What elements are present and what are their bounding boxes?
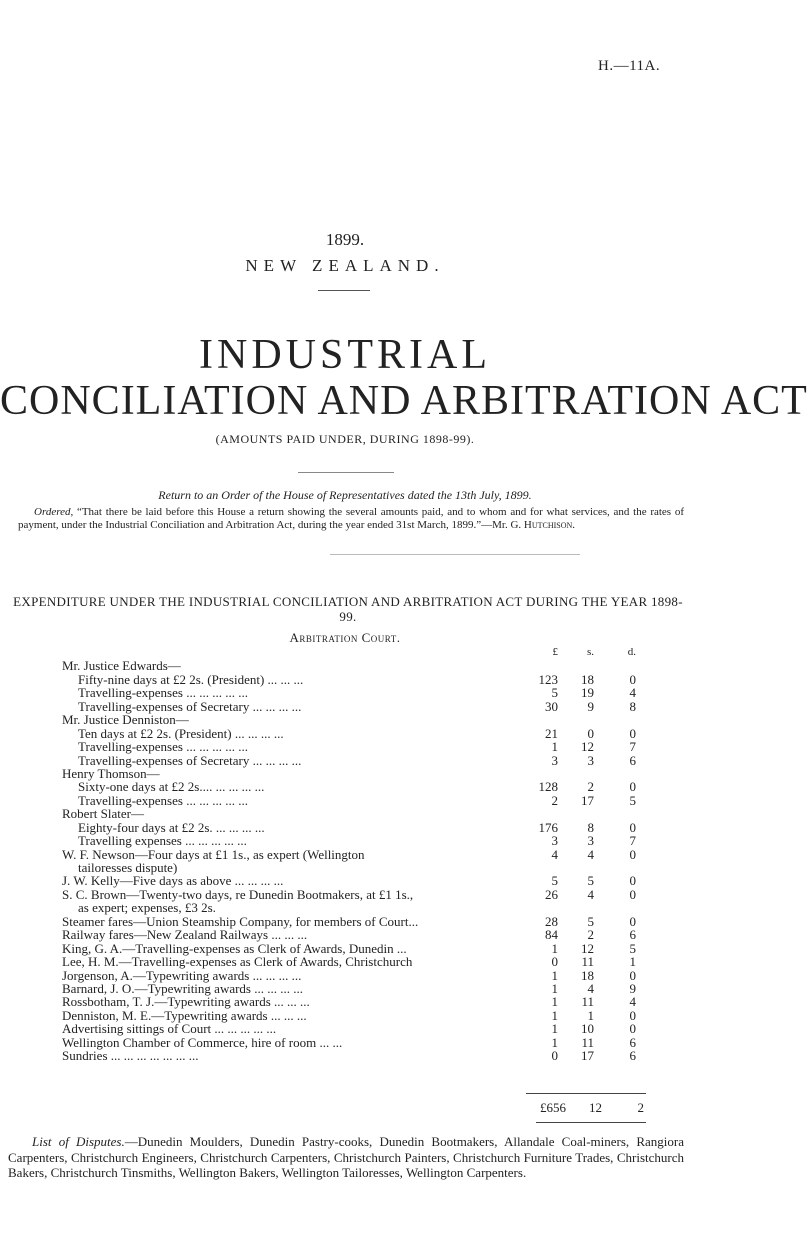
table-row <box>62 794 648 807</box>
pence-header: d. <box>627 646 636 658</box>
total-pence: 2 <box>637 1100 644 1115</box>
row-label: Denniston, M. E.—Typewriting awards ... ... ... <box>62 1007 307 1023</box>
row-label: Travelling-expenses of Secretary ... ... ... ... <box>78 752 302 768</box>
row-label: W. F. Newson—Four days at £1 1s., as expert (Wellington <box>62 846 365 862</box>
expenditure-table <box>62 646 648 1063</box>
amount-shillings: 17 <box>581 1048 594 1064</box>
table-row <box>62 848 648 861</box>
return-note: Return to an Order of the House of Representatives dated the 13th July, 1899. <box>158 488 532 502</box>
divider <box>298 472 394 473</box>
amount-pence: 6 <box>629 752 636 768</box>
row-label: Railway fares—New Zealand Railways ... ... ... <box>62 927 308 943</box>
row-label: tailoresses dispute) <box>78 860 178 875</box>
amount-pounds: 26 <box>545 886 558 902</box>
document-reference: H.—11A. <box>598 58 661 74</box>
amount-shillings: 8 <box>587 819 594 835</box>
amount-shillings: 5 <box>587 913 594 929</box>
amount-shillings: 4 <box>587 980 594 996</box>
table-row <box>62 780 648 793</box>
amount-pounds: 3 <box>551 833 558 849</box>
amount-pence: 4 <box>629 685 636 701</box>
order-lead: Ordered, <box>34 506 74 518</box>
row-label: as expert; expenses, £3 2s. <box>78 900 216 916</box>
order-paragraph <box>18 506 684 532</box>
amount-pence: 0 <box>629 886 636 902</box>
country-heading: NEW ZEALAND. <box>245 256 445 275</box>
amount-shillings: 18 <box>581 671 594 687</box>
amount-shillings: 10 <box>581 1021 594 1037</box>
amount-pence: 1 <box>629 954 636 970</box>
document-subtitle: (AMOUNTS PAID UNDER, DURING 1898-99). <box>215 432 475 446</box>
amount-pounds: 0 <box>551 1048 558 1064</box>
amount-pence: 0 <box>629 913 636 929</box>
amount-pounds: 3 <box>551 752 558 768</box>
disputes-paragraph <box>8 1134 684 1181</box>
table-row <box>62 754 648 767</box>
amount-shillings: 3 <box>587 833 594 849</box>
amount-pence: 4 <box>629 994 636 1010</box>
order-mover: Hutchison. <box>523 519 576 531</box>
amount-pence: 0 <box>629 1007 636 1023</box>
document-year: 1899. <box>325 230 365 249</box>
amount-shillings: 11 <box>581 994 594 1010</box>
row-label: Wellington Chamber of Commerce, hire of room ... ... <box>62 1034 343 1050</box>
amount-shillings: 19 <box>581 685 594 701</box>
amount-pounds: 84 <box>545 927 558 943</box>
amount-pounds: 0 <box>551 954 558 970</box>
amount-shillings: 18 <box>581 967 594 983</box>
amount-pence: 5 <box>629 792 636 808</box>
amount-pounds: 1 <box>551 1021 558 1037</box>
column-header-row <box>62 646 648 659</box>
table-row <box>62 1022 648 1035</box>
table-row <box>62 686 648 699</box>
amount-shillings: 1 <box>587 1007 594 1023</box>
amount-pounds: 1 <box>551 994 558 1010</box>
row-label: Travelling-expenses ... ... ... ... ... <box>78 685 248 701</box>
amount-pounds: 4 <box>551 846 558 862</box>
table-row <box>62 888 648 901</box>
row-label: S. C. Brown—Twenty-two days, re Dunedin Bootmakers, at £1 1s., <box>62 886 414 902</box>
amount-pounds: 2 <box>551 792 558 808</box>
table-row <box>62 874 648 887</box>
table-row <box>62 834 648 847</box>
total-double-rule <box>536 1122 646 1123</box>
amount-shillings: 17 <box>581 792 594 808</box>
amount-shillings: 0 <box>587 725 594 741</box>
row-label: Robert Slater— <box>62 806 144 822</box>
amount-pence: 0 <box>629 671 636 687</box>
amount-shillings: 2 <box>587 927 594 943</box>
row-label: Rossbotham, T. J.—Typewriting awards ... ... ... <box>62 994 310 1010</box>
disputes-lead: List of Disputes. <box>32 1134 125 1149</box>
table-row <box>62 901 648 914</box>
amount-shillings: 4 <box>587 846 594 862</box>
table-row <box>62 659 648 672</box>
amount-pence: 7 <box>629 833 636 849</box>
row-label: Mr. Justice Denniston— <box>62 712 189 728</box>
amount-pence: 0 <box>629 725 636 741</box>
row-label: Travelling expenses ... ... ... ... ... <box>78 833 247 849</box>
amount-shillings: 11 <box>581 954 594 970</box>
amount-pounds: 1 <box>551 980 558 996</box>
row-label: Henry Thomson— <box>62 765 160 781</box>
amount-pounds: 28 <box>545 913 558 929</box>
amount-pence: 7 <box>629 739 636 755</box>
row-label: Advertising sittings of Court ... ... ... ... ... <box>62 1021 277 1037</box>
row-label: Fifty-nine days at £2 2s. (President) ... ... ... <box>78 671 304 687</box>
expenditure-heading: EXPENDITURE UNDER THE INDUSTRIAL CONCILIATION AND ARBITRATION ACT DURING THE YEAR 1898-99. <box>13 594 683 624</box>
amount-pence: 5 <box>629 940 636 956</box>
amount-pounds: 176 <box>538 819 558 835</box>
amount-shillings: 4 <box>587 886 594 902</box>
amount-pence: 0 <box>629 846 636 862</box>
row-label: Mr. Justice Edwards— <box>62 658 181 674</box>
disputes-text: —Dunedin Moulders, Dunedin Pastry-cooks, Dunedin Bootmakers, Allandale Coal-miners, Rangiora Carpenters, Christchurch Engineers, Christchurch Carpenters, Christchurch Painters, Christchurch Furniture Trades, Christchurch Bakers, Christchurch Tinsmiths, Wellington Bakers, Wellington Tailoresses, Wellington Carpenters. <box>8 1134 684 1180</box>
table-row <box>62 821 648 834</box>
amount-pounds: 21 <box>545 725 558 741</box>
amount-pounds: 123 <box>538 671 558 687</box>
total-shillings: 12 <box>589 1100 602 1115</box>
row-label: Ten days at £2 2s. (President) ... ... ... ... <box>78 725 284 741</box>
table-row <box>62 740 648 753</box>
amount-pence: 0 <box>629 819 636 835</box>
table-row <box>62 982 648 995</box>
shillings-header: s. <box>586 646 594 658</box>
table-row <box>62 861 648 874</box>
table-row <box>62 673 648 686</box>
order-text: “That there be laid before this House a return showing the several amounts paid, and to whom and for what services, and the rates of payment, under the Industrial Conciliation and Arbitration Act, during the year ended 31st March, 1899.”—Mr. G. <box>18 506 684 531</box>
table-row <box>62 1049 648 1062</box>
total-pounds: £656 <box>540 1100 566 1115</box>
row-label: Sixty-one days at £2 2s.... ... ... ... ... <box>78 779 265 795</box>
table-row <box>62 700 648 713</box>
row-label: Travelling-expenses of Secretary ... ... ... ... <box>78 698 302 714</box>
row-label: King, G. A.—Travelling-expenses as Clerk of Awards, Dunedin ... <box>62 940 407 956</box>
amount-pence: 0 <box>629 779 636 795</box>
table-row <box>62 942 648 955</box>
table-row <box>62 915 648 928</box>
amount-pence: 9 <box>629 980 636 996</box>
row-label: Travelling-expenses ... ... ... ... ... <box>78 739 248 755</box>
amount-shillings: 5 <box>587 873 594 889</box>
table-row <box>62 928 648 941</box>
amount-pounds: 30 <box>545 698 558 714</box>
row-label: Barnard, J. O.—Typewriting awards ... ... ... ... <box>62 980 303 996</box>
amount-pounds: 1 <box>551 739 558 755</box>
amount-shillings: 12 <box>581 940 594 956</box>
amount-pounds: 5 <box>551 873 558 889</box>
amount-shillings: 2 <box>587 779 594 795</box>
divider <box>318 290 370 291</box>
amount-pence: 6 <box>629 1048 636 1064</box>
table-row <box>62 1036 648 1049</box>
pounds-header: £ <box>552 646 558 658</box>
amount-shillings: 12 <box>581 739 594 755</box>
table-row <box>62 807 648 820</box>
amount-pounds: 1 <box>551 1007 558 1023</box>
amount-pounds: 5 <box>551 685 558 701</box>
court-heading: Arbitration Court. <box>289 630 401 645</box>
amount-pence: 0 <box>629 967 636 983</box>
row-label: Jorgenson, A.—Typewriting awards ... ... ... ... <box>62 967 302 983</box>
row-label: Lee, H. M.—Travelling-expenses as Clerk of Awards, Christchurch <box>62 954 413 970</box>
table-row <box>62 767 648 780</box>
document-title-line2: CONCILIATION AND ARBITRATION ACT <box>0 378 808 424</box>
document-title-line1: INDUSTRIAL <box>199 332 491 378</box>
table-row <box>62 955 648 968</box>
table-row <box>62 1009 648 1022</box>
amount-shillings: 3 <box>587 752 594 768</box>
amount-pounds: 1 <box>551 940 558 956</box>
amount-pounds: 128 <box>538 779 558 795</box>
amount-pence: 8 <box>629 698 636 714</box>
table-row <box>62 713 648 726</box>
divider <box>330 554 580 555</box>
table-row <box>62 995 648 1008</box>
row-label: Eighty-four days at £2 2s. ... ... ... ... <box>78 819 265 835</box>
amount-pounds: 1 <box>551 967 558 983</box>
amount-pounds: 1 <box>551 1034 558 1050</box>
amount-pence: 6 <box>629 1034 636 1050</box>
amount-pence: 6 <box>629 927 636 943</box>
amount-shillings: 9 <box>587 698 594 714</box>
row-label: Steamer fares—Union Steamship Company, for members of Court... <box>62 913 419 929</box>
row-label: Sundries ... ... ... ... ... ... ... <box>62 1048 199 1064</box>
row-label: Travelling-expenses ... ... ... ... ... <box>78 792 248 808</box>
amount-pence: 0 <box>629 1021 636 1037</box>
row-label: J. W. Kelly—Five days as above ... ... ... ... <box>62 873 284 889</box>
total-rule <box>526 1093 646 1094</box>
table-row <box>62 727 648 740</box>
amount-shillings: 11 <box>581 1034 594 1050</box>
amount-pence: 0 <box>629 873 636 889</box>
table-row <box>62 969 648 982</box>
